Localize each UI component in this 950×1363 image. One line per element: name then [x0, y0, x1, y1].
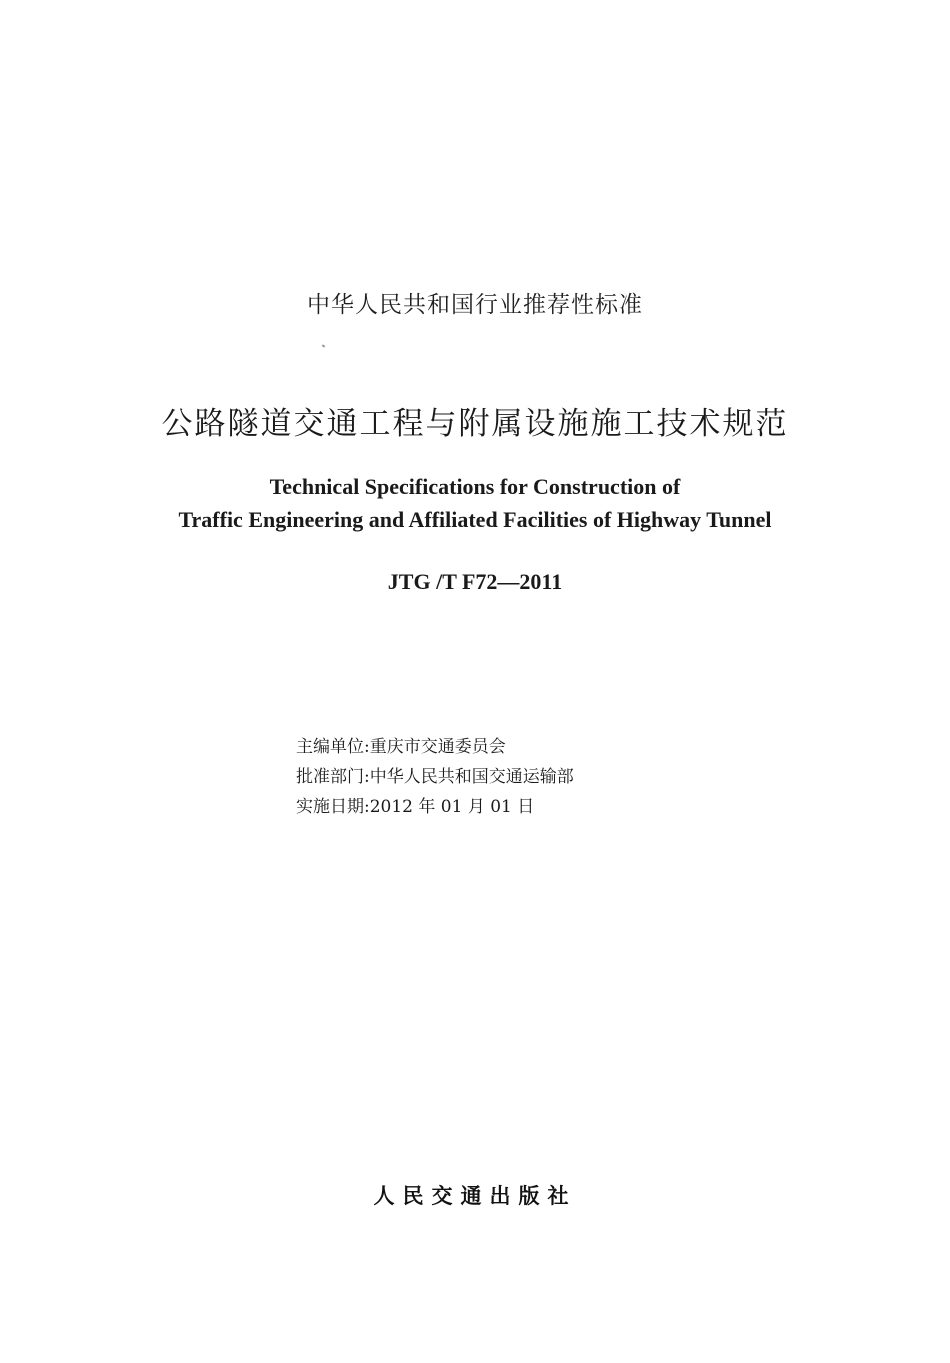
publisher: 人民交通出版社 [373, 1183, 577, 1208]
approving-department: 批准部门:中华人民共和国交通运输部 [296, 767, 574, 787]
chinese-title: 公路隧道交通工程与附属设施施工技术规范 [161, 406, 789, 442]
standard-code: JTG /T F72—2011 [387, 569, 563, 594]
effective-date: 实施日期:2012 年 01 月 01 日 [296, 797, 535, 817]
standard-category: 中华人民共和国行业推荐性标准 [307, 292, 643, 318]
editor-unit: 主编单位:重庆市交通委员会 [296, 737, 506, 757]
english-title-line-1: Technical Specifications for Construction of [269, 474, 681, 499]
info-block [296, 732, 574, 822]
english-title-line-2: Traffic Engineering and Affiliated Facilities of Highway Tunnel [178, 507, 772, 532]
stray-mark [322, 344, 326, 347]
